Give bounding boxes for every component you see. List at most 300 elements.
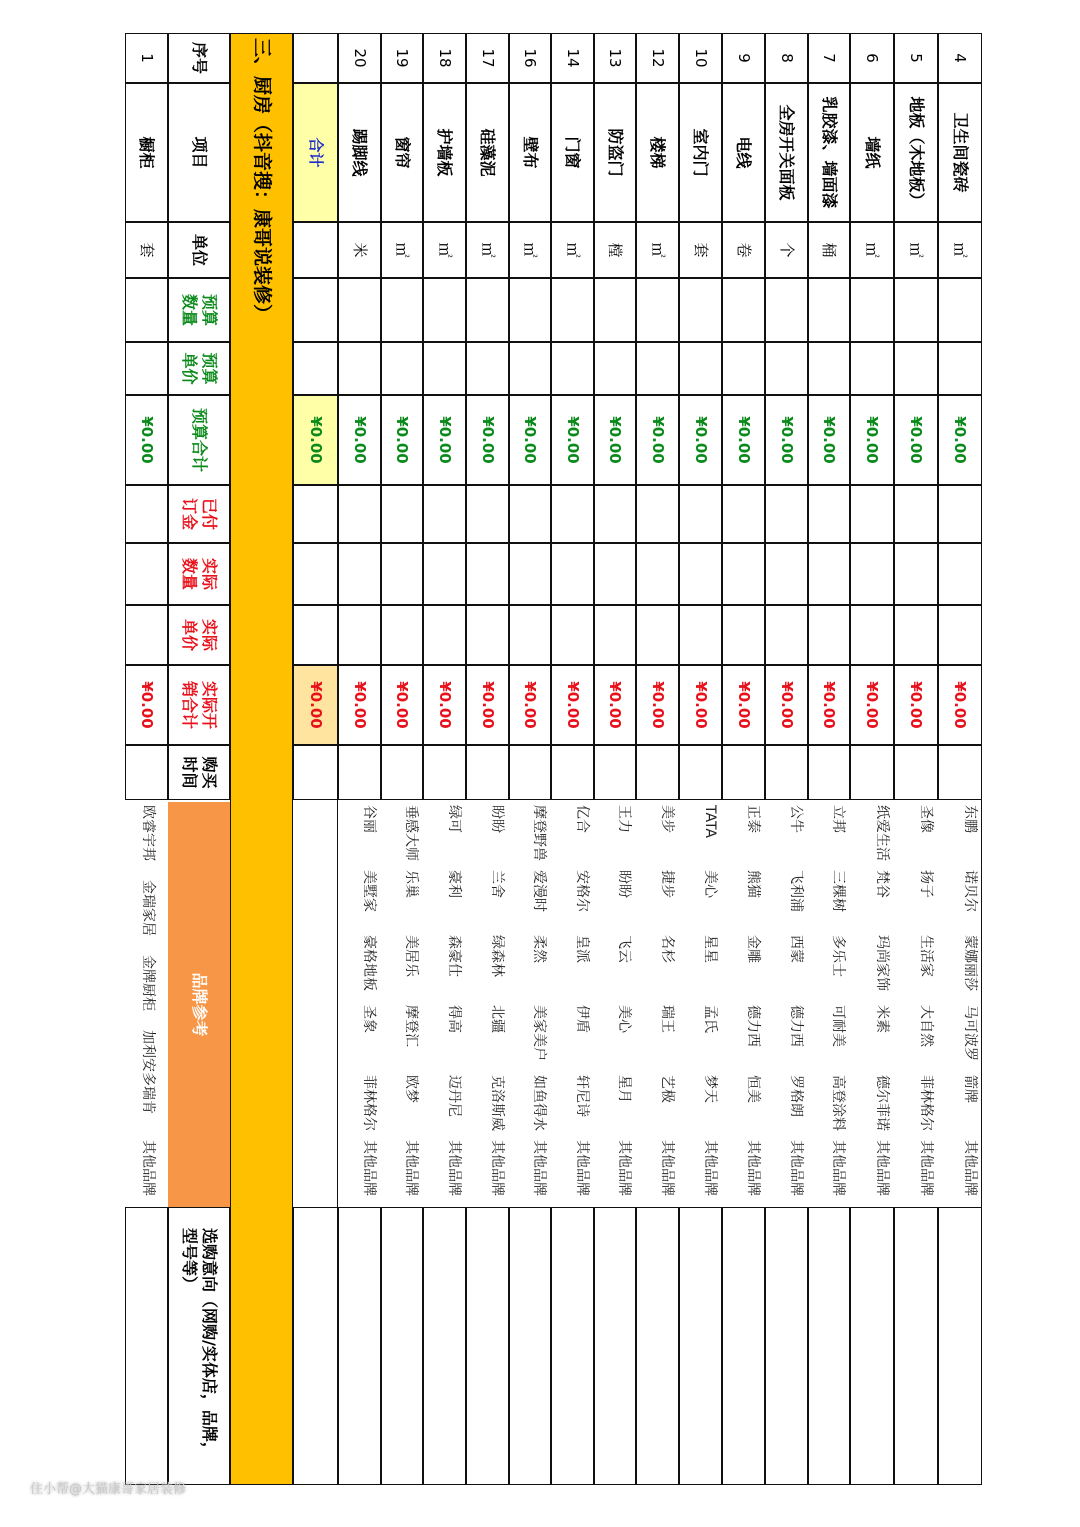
deposit-cell[interactable] <box>808 485 850 543</box>
deposit-cell[interactable] <box>381 485 423 543</box>
brand-name: 得高 <box>446 1005 462 1033</box>
brand-name: 美心 <box>616 1005 632 1033</box>
budget-price-cell[interactable] <box>938 342 982 395</box>
row-number: 19 <box>381 33 423 83</box>
budget-qty-cell[interactable] <box>808 278 850 342</box>
brand-name: 熊猫 <box>745 870 761 898</box>
deposit-cell[interactable] <box>338 485 381 543</box>
brand-name: 生活家 <box>918 935 934 977</box>
budget-total: ¥0.00 <box>894 395 938 485</box>
brand-name: 瑞王 <box>659 1005 675 1033</box>
item-name: 墙纸 <box>850 83 894 222</box>
brand-name: 其他品牌 <box>489 1140 505 1196</box>
brand-name: 欧梦 <box>403 1075 419 1103</box>
brand-name: 其他品牌 <box>403 1140 419 1196</box>
brand-name: 箭牌 <box>962 1075 978 1103</box>
purchase-time-cell[interactable] <box>808 745 850 800</box>
actual-qty-cell[interactable] <box>679 543 722 605</box>
deposit-cell[interactable] <box>722 485 765 543</box>
total-label: 合计 <box>293 83 338 222</box>
deposit-cell[interactable] <box>636 485 679 543</box>
brand-name: 摩登野兽 <box>531 805 547 861</box>
brand-name: 克洛斯威 <box>489 1075 505 1131</box>
budget-qty-cell[interactable] <box>594 278 636 342</box>
purchase-time-cell[interactable] <box>679 745 722 800</box>
brand-name: 其他品牌 <box>788 1140 804 1196</box>
deposit-cell[interactable] <box>850 485 894 543</box>
total-budget: ¥0.00 <box>293 395 338 485</box>
actual-qty-cell[interactable] <box>722 543 765 605</box>
unit: ㎡ <box>894 222 938 278</box>
total-intent <box>293 1207 338 1485</box>
actual-qty-cell[interactable] <box>381 543 423 605</box>
brand-name: 金牌厨柜 <box>140 955 156 1011</box>
row-number: 16 <box>509 33 551 83</box>
brand-name: 美步 <box>659 805 675 833</box>
brand-name: 立邦 <box>830 805 846 833</box>
brand-name: 扬子 <box>918 870 934 898</box>
purchase-time-cell[interactable] <box>765 745 808 800</box>
unit: 米 <box>338 222 381 278</box>
brand-name: 亿合 <box>574 805 590 833</box>
actual-price-cell[interactable] <box>338 605 381 665</box>
brand-name: 其他品牌 <box>361 1140 377 1196</box>
total-bp <box>293 342 338 395</box>
brand-name: 罗格朗 <box>788 1075 804 1117</box>
header-item: 项目 <box>168 83 230 222</box>
actual-qty-cell[interactable] <box>509 543 551 605</box>
budget-price-cell[interactable] <box>551 342 594 395</box>
brand-name: 其他品牌 <box>574 1140 590 1196</box>
actual-qty-cell[interactable] <box>338 543 381 605</box>
intent-cell[interactable] <box>594 1207 636 1485</box>
row-number: 1 <box>125 33 168 83</box>
actual-price-cell[interactable] <box>679 605 722 665</box>
intent-cell[interactable] <box>938 1207 982 1485</box>
actual-price-cell[interactable] <box>509 605 551 665</box>
actual-qty-cell[interactable] <box>894 543 938 605</box>
header-no: 序号 <box>168 33 230 83</box>
actual-price-cell[interactable] <box>850 605 894 665</box>
budget-qty-cell[interactable] <box>850 278 894 342</box>
budget-price-cell[interactable] <box>894 342 938 395</box>
purchase-time-cell[interactable] <box>894 745 938 800</box>
brand-name: 蒙娜丽莎 <box>962 935 978 991</box>
actual-price-cell[interactable] <box>381 605 423 665</box>
actual-qty-cell[interactable] <box>594 543 636 605</box>
brand-name: 盼盼 <box>616 870 632 898</box>
actual-qty-cell[interactable] <box>850 543 894 605</box>
header-actual-price: 实际单价 <box>168 605 230 665</box>
actual-total: ¥0.00 <box>551 665 594 745</box>
deposit-cell[interactable] <box>594 485 636 543</box>
row-number: 14 <box>551 33 594 83</box>
budget-qty-cell[interactable] <box>125 278 168 342</box>
budget-price-cell[interactable] <box>679 342 722 395</box>
brand-name: 其他品牌 <box>446 1140 462 1196</box>
row-number: 7 <box>808 33 850 83</box>
brand-name: 诺贝尔 <box>962 870 978 912</box>
unit: ㎡ <box>551 222 594 278</box>
unit: ㎡ <box>509 222 551 278</box>
budget-price-cell[interactable] <box>338 342 381 395</box>
header-actual-qty: 实际数量 <box>168 543 230 605</box>
deposit-cell[interactable] <box>125 485 168 543</box>
actual-total: ¥0.00 <box>381 665 423 745</box>
item-name: 楼梯 <box>636 83 679 222</box>
item-name: 踢脚线 <box>338 83 381 222</box>
brand-name: 金雕 <box>745 935 761 963</box>
unit: 个 <box>765 222 808 278</box>
intent-cell[interactable] <box>338 1207 381 1485</box>
brand-name: 安格尔 <box>574 870 590 912</box>
brand-name: 艺极 <box>659 1075 675 1103</box>
deposit-cell[interactable] <box>894 485 938 543</box>
budget-total: ¥0.00 <box>466 395 509 485</box>
total-bq <box>293 278 338 342</box>
budget-total: ¥0.00 <box>338 395 381 485</box>
item-name: 乳胶漆、墙面漆 <box>808 83 850 222</box>
intent-cell[interactable] <box>636 1207 679 1485</box>
budget-total: ¥0.00 <box>125 395 168 485</box>
budget-price-cell[interactable] <box>381 342 423 395</box>
item-name: 全房开关面板 <box>765 83 808 222</box>
actual-price-cell[interactable] <box>894 605 938 665</box>
header-budget-total: 预算合计 <box>168 395 230 485</box>
section-title: 三、厨房（抖音搜：康哥说装修） <box>251 38 274 324</box>
brand-name: 王力 <box>616 805 632 833</box>
actual-price-cell[interactable] <box>594 605 636 665</box>
brand-name: 美家美户 <box>531 1005 547 1061</box>
brand-name: 绿可 <box>446 805 462 833</box>
brand-name: 如鱼得水 <box>531 1075 547 1131</box>
actual-qty-cell[interactable] <box>423 543 466 605</box>
brand-name: 米素 <box>874 1005 890 1033</box>
deposit-cell[interactable] <box>466 485 509 543</box>
purchase-time-cell[interactable] <box>466 745 509 800</box>
item-name: 地板（木地板） <box>894 83 938 222</box>
deposit-cell[interactable] <box>551 485 594 543</box>
brand-name: 摩登汇 <box>403 1005 419 1047</box>
intent-cell[interactable] <box>850 1207 894 1485</box>
row-number: 12 <box>636 33 679 83</box>
brand-name: 爱漫时 <box>531 870 547 912</box>
total-empty <box>293 33 338 83</box>
header-purchase-time: 购买时间 <box>168 745 230 800</box>
row-number: 4 <box>938 33 982 83</box>
intent-cell[interactable] <box>722 1207 765 1485</box>
brand-name: 森豪仕 <box>446 935 462 977</box>
row-number: 9 <box>722 33 765 83</box>
purchase-time-cell[interactable] <box>338 745 381 800</box>
brand-name: 美墅家 <box>361 870 377 912</box>
unit: 套 <box>125 222 168 278</box>
budget-price-cell[interactable] <box>125 342 168 395</box>
intent-cell[interactable] <box>466 1207 509 1485</box>
brand-name: 其他品牌 <box>918 1140 934 1196</box>
brand-name: 乐巢 <box>403 870 419 898</box>
actual-price-cell[interactable] <box>636 605 679 665</box>
header-unit: 单位 <box>168 222 230 278</box>
brand-name: 其他品牌 <box>531 1140 547 1196</box>
purchase-time-cell[interactable] <box>938 745 982 800</box>
brand-name: 菲林格尔 <box>918 1075 934 1131</box>
brand-name: 西蒙 <box>788 935 804 963</box>
brand-name: 盼盼 <box>489 805 505 833</box>
intent-cell[interactable] <box>423 1207 466 1485</box>
actual-qty-cell[interactable] <box>938 543 982 605</box>
header-deposit: 已付订金 <box>168 485 230 543</box>
actual-total: ¥0.00 <box>808 665 850 745</box>
unit: 套 <box>679 222 722 278</box>
purchase-time-cell[interactable] <box>423 745 466 800</box>
actual-price-cell[interactable] <box>125 605 168 665</box>
brand-name: 其他品牌 <box>659 1140 675 1196</box>
purchase-time-cell[interactable] <box>636 745 679 800</box>
brand-name: 德力西 <box>788 1005 804 1047</box>
actual-total: ¥0.00 <box>636 665 679 745</box>
header-brand-ref: 品牌参考 <box>168 802 230 1207</box>
unit: ㎡ <box>381 222 423 278</box>
unit: 卷 <box>722 222 765 278</box>
total-ap <box>293 605 338 665</box>
brand-name: 欧睿宇邦 <box>140 805 156 861</box>
actual-total: ¥0.00 <box>125 665 168 745</box>
budget-total: ¥0.00 <box>381 395 423 485</box>
intent-cell[interactable] <box>894 1207 938 1485</box>
unit: 桶 <box>808 222 850 278</box>
item-name: 橱柜 <box>125 83 168 222</box>
brand-name: 东鹏 <box>962 805 978 833</box>
brand-name: 伊盾 <box>574 1005 590 1033</box>
budget-total: ¥0.00 <box>722 395 765 485</box>
budget-total: ¥0.00 <box>850 395 894 485</box>
brand-name: 纸爱生活 <box>874 805 890 861</box>
actual-price-cell[interactable] <box>722 605 765 665</box>
item-name: 窗帘 <box>381 83 423 222</box>
brand-name: 其他品牌 <box>745 1140 761 1196</box>
brand-name: 高登涂料 <box>830 1075 846 1131</box>
budget-price-cell[interactable] <box>808 342 850 395</box>
row-number: 20 <box>338 33 381 83</box>
item-name: 室内门 <box>679 83 722 222</box>
actual-price-cell[interactable] <box>423 605 466 665</box>
budget-qty-cell[interactable] <box>722 278 765 342</box>
actual-price-cell[interactable] <box>765 605 808 665</box>
brand-name: 金瑞家居 <box>140 880 156 936</box>
grid-line <box>981 800 982 1207</box>
budget-total: ¥0.00 <box>938 395 982 485</box>
deposit-cell[interactable] <box>679 485 722 543</box>
actual-total: ¥0.00 <box>679 665 722 745</box>
brand-name: 北疆 <box>489 1005 505 1033</box>
actual-price-cell[interactable] <box>938 605 982 665</box>
budget-price-cell[interactable] <box>765 342 808 395</box>
grid-line <box>337 800 338 1207</box>
brand-name: 正泰 <box>745 805 761 833</box>
deposit-cell[interactable] <box>509 485 551 543</box>
brand-name: 豪利 <box>446 870 462 898</box>
brand-name: 其他品牌 <box>140 1140 156 1196</box>
watermark: 住小帮@大猫康哥家居装修 <box>30 1482 187 1497</box>
intent-cell[interactable] <box>765 1207 808 1485</box>
budget-total: ¥0.00 <box>679 395 722 485</box>
brand-name: 其他品牌 <box>962 1140 978 1196</box>
item-name: 电线 <box>722 83 765 222</box>
brand-name: 德力西 <box>745 1005 761 1047</box>
header-budget-price: 预算单价 <box>168 342 230 395</box>
budget-price-cell[interactable] <box>466 342 509 395</box>
total-dep <box>293 485 338 543</box>
row-number: 13 <box>594 33 636 83</box>
budget-qty-cell[interactable] <box>938 278 982 342</box>
intent-cell[interactable] <box>679 1207 722 1485</box>
actual-price-cell[interactable] <box>551 605 594 665</box>
row-number: 18 <box>423 33 466 83</box>
budget-qty-cell[interactable] <box>765 278 808 342</box>
total-actual: ¥0.00 <box>293 665 338 745</box>
budget-price-cell[interactable] <box>850 342 894 395</box>
item-name: 防盗门 <box>594 83 636 222</box>
actual-total: ¥0.00 <box>594 665 636 745</box>
brand-name: 圣象 <box>361 1005 377 1033</box>
budget-total: ¥0.00 <box>765 395 808 485</box>
brand-name: 谷丽 <box>361 805 377 833</box>
brand-name: 其他品牌 <box>830 1140 846 1196</box>
budget-qty-cell[interactable] <box>423 278 466 342</box>
intent-cell[interactable] <box>551 1207 594 1485</box>
budget-total: ¥0.00 <box>636 395 679 485</box>
actual-price-cell[interactable] <box>808 605 850 665</box>
actual-total: ¥0.00 <box>850 665 894 745</box>
actual-qty-cell[interactable] <box>551 543 594 605</box>
item-name: 门窗 <box>551 83 594 222</box>
deposit-cell[interactable] <box>423 485 466 543</box>
budget-price-cell[interactable] <box>509 342 551 395</box>
budget-qty-cell[interactable] <box>338 278 381 342</box>
brand-name: 美居乐 <box>403 935 419 977</box>
actual-total: ¥0.00 <box>423 665 466 745</box>
row-number: 10 <box>679 33 722 83</box>
deposit-cell[interactable] <box>765 485 808 543</box>
actual-price-cell[interactable] <box>466 605 509 665</box>
actual-qty-cell[interactable] <box>125 543 168 605</box>
purchase-time-cell[interactable] <box>509 745 551 800</box>
total-unit <box>293 222 338 278</box>
brand-name: 梵谷 <box>874 870 890 898</box>
actual-total: ¥0.00 <box>894 665 938 745</box>
brand-name: 兰舍 <box>489 870 505 898</box>
actual-total: ¥0.00 <box>765 665 808 745</box>
budget-price-cell[interactable] <box>636 342 679 395</box>
brand-name: TATA <box>702 805 718 838</box>
brand-name: 迈丹尼 <box>446 1075 462 1117</box>
brand-name: 可耐美 <box>830 1005 846 1047</box>
actual-total: ¥0.00 <box>338 665 381 745</box>
budget-qty-cell[interactable] <box>894 278 938 342</box>
intent-cell[interactable] <box>808 1207 850 1485</box>
header-actual-total: 实际开销合计 <box>168 665 230 745</box>
brand-name: 绿森林 <box>489 935 505 977</box>
budget-total: ¥0.00 <box>808 395 850 485</box>
budget-price-cell[interactable] <box>594 342 636 395</box>
brand-name: 捷步 <box>659 870 675 898</box>
deposit-cell[interactable] <box>938 485 982 543</box>
brand-name: 其他品牌 <box>616 1140 632 1196</box>
brand-name: 名杉 <box>659 935 675 963</box>
actual-qty-cell[interactable] <box>808 543 850 605</box>
actual-total: ¥0.00 <box>466 665 509 745</box>
purchase-time-cell[interactable] <box>381 745 423 800</box>
header-budget-qty: 预算数量 <box>168 278 230 342</box>
brand-name: 孟氏 <box>702 1005 718 1033</box>
row-number: 6 <box>850 33 894 83</box>
budget-price-cell[interactable] <box>423 342 466 395</box>
actual-qty-cell[interactable] <box>466 543 509 605</box>
budget-qty-cell[interactable] <box>466 278 509 342</box>
brand-name: 三棵树 <box>830 870 846 912</box>
budget-total: ¥0.00 <box>423 395 466 485</box>
purchase-time-cell[interactable] <box>594 745 636 800</box>
budget-total: ¥0.00 <box>594 395 636 485</box>
brand-name: 飞利浦 <box>788 870 804 912</box>
brand-name: 其他品牌 <box>874 1140 890 1196</box>
purchase-time-cell[interactable] <box>722 745 765 800</box>
budget-total: ¥0.00 <box>551 395 594 485</box>
purchase-time-cell[interactable] <box>551 745 594 800</box>
brand-name: 美心 <box>702 870 718 898</box>
intent-cell[interactable] <box>125 1207 168 1485</box>
item-name: 护墙板 <box>423 83 466 222</box>
brand-name: 多乐士 <box>830 935 846 977</box>
budget-qty-cell[interactable] <box>679 278 722 342</box>
unit: ㎡ <box>466 222 509 278</box>
actual-qty-cell[interactable] <box>636 543 679 605</box>
budget-price-cell[interactable] <box>722 342 765 395</box>
purchase-time-cell[interactable] <box>125 745 168 800</box>
intent-cell[interactable] <box>509 1207 551 1485</box>
budget-qty-cell[interactable] <box>381 278 423 342</box>
header-intent: 选购意向（网购/实体店，品牌，型号等） <box>168 1207 230 1485</box>
budget-qty-cell[interactable] <box>551 278 594 342</box>
item-name: 壁布 <box>509 83 551 222</box>
unit: ㎡ <box>850 222 894 278</box>
brand-name: 豪格地板 <box>361 935 377 991</box>
brand-name: 星星 <box>702 935 718 963</box>
purchase-time-cell[interactable] <box>850 745 894 800</box>
total-aq <box>293 543 338 605</box>
brand-name: 圣像 <box>918 805 934 833</box>
brand-name: 飞云 <box>616 935 632 963</box>
brand-name: 恒美 <box>745 1075 761 1103</box>
brand-name: 大自然 <box>918 1005 934 1047</box>
brand-name: 垂感大师 <box>403 805 419 861</box>
row-number: 5 <box>894 33 938 83</box>
brand-name: 其他品牌 <box>702 1140 718 1196</box>
brand-name: 德尔菲诺 <box>874 1075 890 1131</box>
brand-name: 马可波罗 <box>962 1005 978 1061</box>
intent-cell[interactable] <box>381 1207 423 1485</box>
budget-qty-cell[interactable] <box>636 278 679 342</box>
brand-name: 公牛 <box>788 805 804 833</box>
item-name: 卫生间瓷砖 <box>938 83 982 222</box>
row-number: 8 <box>765 33 808 83</box>
actual-qty-cell[interactable] <box>765 543 808 605</box>
actual-total: ¥0.00 <box>509 665 551 745</box>
brand-name: 玛尚家饰 <box>874 935 890 991</box>
budget-qty-cell[interactable] <box>509 278 551 342</box>
brand-name: 菲林格尔 <box>361 1075 377 1131</box>
